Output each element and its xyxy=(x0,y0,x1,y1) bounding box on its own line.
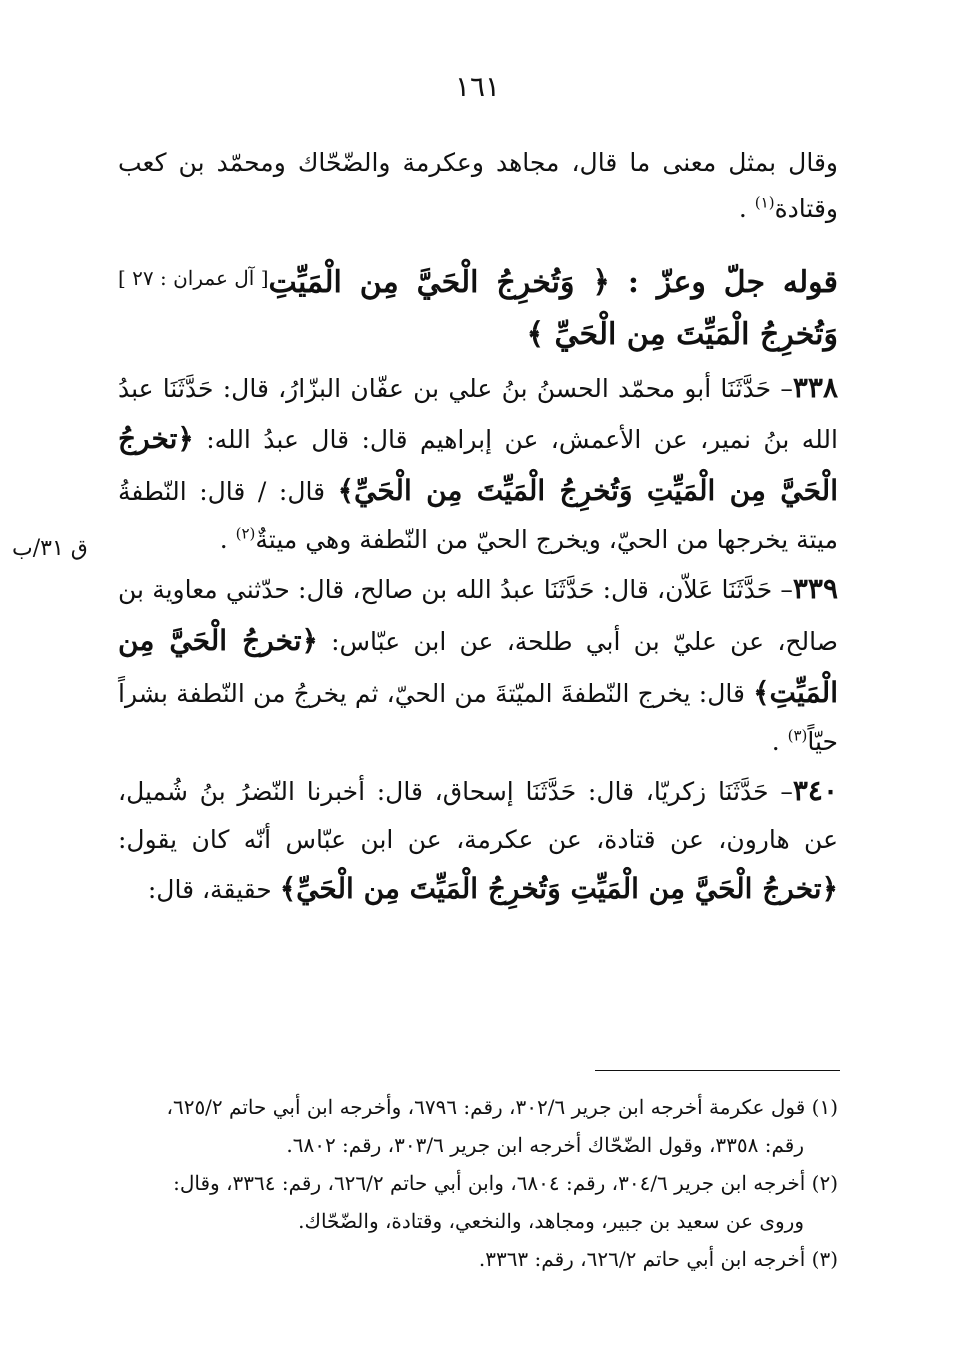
footnote-marker: (٣) xyxy=(787,726,808,745)
quran-quote: ﴿تخرجُ الْحَيَّ مِن الْمَيِّتِ وَتُخرِجُ الْمَيِّتَ مِن الْحَيِّ﴾ xyxy=(279,871,838,905)
footnote: (١) قول عكرمة أخرجه ابن جرير ٣٠٢/٦، رقم: ٦٧٩٦، وأخرجه ابن أبي حاتم ٦٢٥/٢، xyxy=(166,1095,838,1119)
hadith-text: – حَدَّثَنَا أبو محمّد الحسنُ بنُ علي بن عفّان البزّارُ، قال: حَدَّثَنَا عبدُ الله بنُ نمير، عن الأعمش، عن إبراهيم قال: قال عبدُ الله: xyxy=(118,373,838,455)
hadith-paragraph xyxy=(118,362,838,564)
footnote: (٢) أخرجه ابن جرير ٣٠٤/٦، رقم: ٦٨٠٤، وابن أبي حاتم ٦٢٦/٢، رقم: ٣٣٦٤، وقال: xyxy=(173,1171,838,1195)
quran-quote: ﴿تخرجُ الْحَيَّ مِن الْمَيِّتِ وَتُخرِجُ الْمَيِّتَ مِن الْحَيِّ﴾ xyxy=(118,422,838,508)
quran-quote: ﴿تخرجُ الْحَيَّ مِن الْمَيِّتِ﴾ xyxy=(118,623,838,709)
hadith-paragraph xyxy=(118,563,838,765)
hadith-number: ٣٤٠ xyxy=(792,773,838,807)
footnote-divider xyxy=(595,1070,840,1071)
hadith-number: ٣٣٩ xyxy=(792,572,838,606)
footnote-marker: (١) xyxy=(754,193,775,212)
verse-heading-prefix: قوله جلّ وعزّ : xyxy=(609,264,838,300)
hadith-text: قال: / قال: النّطفةُ ميتة يخرجها من الحيّ، ويخرج الحيّ من النّطفة وهي ميتةٌ xyxy=(118,477,838,554)
verse-heading-quote: ﴿ وَتُخرِجُ الْحَيَّ مِن الْمَيِّتِ وَتُخرِجُ الْمَيِّتَ مِن الْحَيِّ ﴾ xyxy=(268,264,838,352)
manuscript-margin-note: ق ٣١/ب xyxy=(12,536,88,561)
hadith-text: قال: يخرج النّطفةَ الميّتةَ من الحيّ، ثم يخرجُ من النّطفة بشراً حيّاً xyxy=(118,678,838,756)
footnote-continuation: رقم: ٣٣٥٨، وقول الضّحّاك أخرجه ابن جرير ٣٠٣/٦، رقم: ٦٨٠٢. xyxy=(286,1133,804,1157)
page-number: ١٦١ xyxy=(454,70,501,103)
hadith-number: ٣٣٨ xyxy=(792,370,838,404)
hadith-text: – حَدَّثَنَا زكريّا، قال: حَدَّثَنَا إسحاق، قال: أخبرنا النّضرُ بنُ شُميل، عن هارون، عن قتادة، عن عكرمة، عن ابن عبّاس أنّه كان يقول: xyxy=(118,776,838,854)
hadith-text: – حَدَّثَنَا عَلاّن، قال: حَدَّثَنَا عبدُ الله بن صالح، قال: حدّثني معاوية بن صالح، عن عليّ بن أبي طلحة، عن ابن عبّاس: xyxy=(118,575,838,656)
footnote-marker: (٢) xyxy=(235,524,256,543)
hadith-paragraph xyxy=(118,765,838,915)
verse-heading xyxy=(118,257,838,362)
footnote: (٣) أخرجه ابن أبي حاتم ٦٢٦/٢، رقم: ٣٣٦٣. xyxy=(478,1247,838,1271)
hadith-tail: . xyxy=(771,726,788,756)
intro-tail: . xyxy=(738,194,755,224)
intro-paragraph xyxy=(118,140,838,233)
verse-reference: [ آل عمران : ٢٧ ] xyxy=(118,265,269,290)
footnote-continuation: وروى عن سعيد بن جبير، ومجاهد، والنخعي، وقتادة، والضّحّاك. xyxy=(298,1209,804,1233)
main-text xyxy=(118,140,838,915)
footnotes xyxy=(118,1088,838,1278)
intro-text: وقال بمثل معنى ما قال، مجاهد وعكرمة والضّحّاك ومحمّد بن كعب وقتادة xyxy=(118,148,838,224)
hadith-tail: . xyxy=(219,524,236,554)
hadith-text: حقيقة، قال: xyxy=(147,874,280,904)
